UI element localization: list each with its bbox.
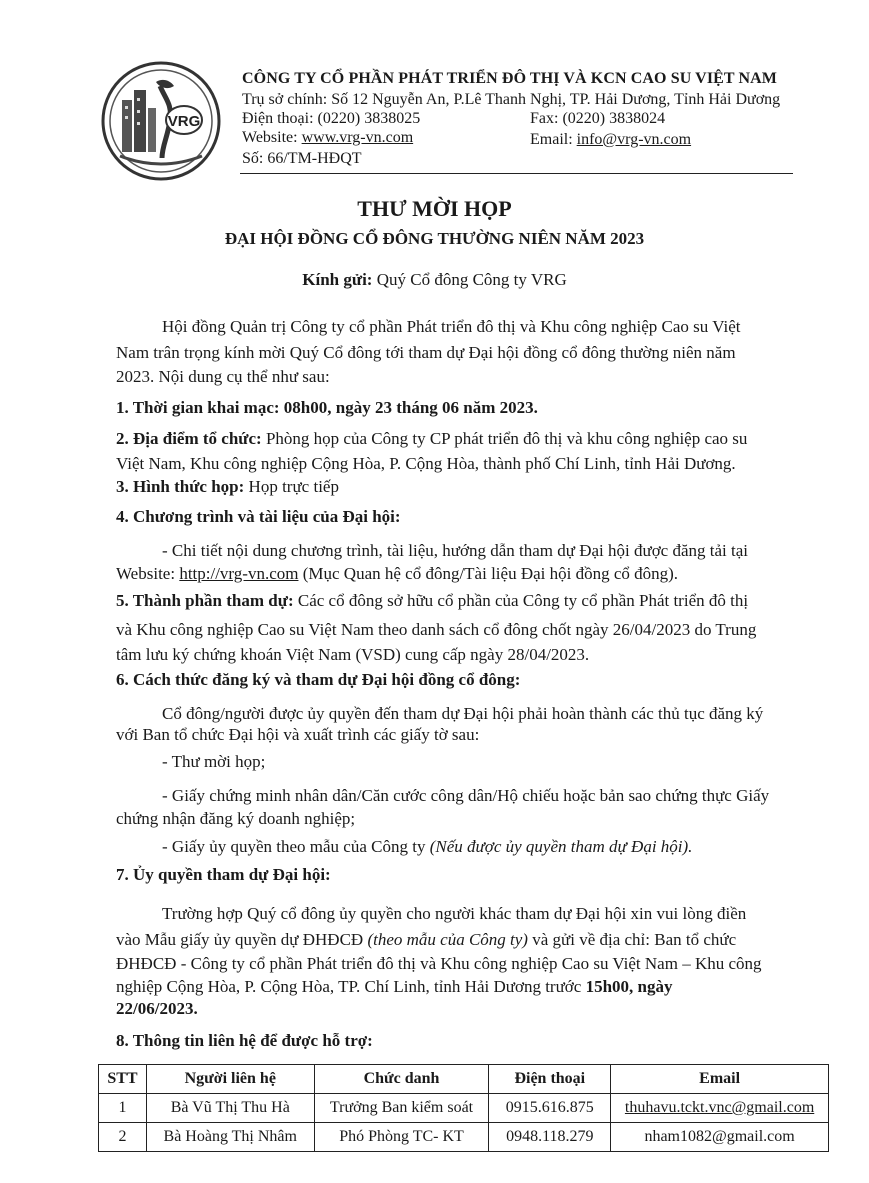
salutation-label: Kính gửi:: [302, 270, 373, 289]
intro-line-1: Hội đồng Quản trị Công ty cổ phần Phát triển đô thị và Khu công nghiệp Cao su Việt: [162, 317, 741, 336]
section-5-label: 5. Thành phần tham dự:: [116, 591, 294, 610]
cell-position: Trưởng Ban kiểm soát: [314, 1094, 489, 1123]
section-3-text: Họp trực tiếp: [244, 477, 339, 496]
cell-email[interactable]: nham1082@gmail.com: [611, 1123, 829, 1152]
section-6-item-2b: chứng nhận đăng ký doanh nghiệp;: [116, 809, 356, 828]
section-6-item-1: - Thư mời họp;: [162, 752, 266, 771]
section-7-line-4: [116, 976, 673, 998]
section-3-label: 3. Hình thức họp:: [116, 477, 245, 496]
section-2-label: 2. Địa điểm tổ chức:: [116, 429, 262, 448]
section-4-website-suffix: (Mục Quan hệ cổ đông/Tài liệu Đại hội đồng cổ đông).: [298, 564, 679, 583]
logo-text: VRG: [167, 113, 201, 130]
section-7-line-4a: nghiệp Cộng Hòa, P. Cộng Hòa, TP. Chí Linh, tỉnh Hải Dương trước: [116, 977, 586, 996]
section-4-line-1: - Chi tiết nội dung chương trình, tài liệu, hướng dẫn tham dự Đại hội được đăng tải tại: [162, 541, 749, 560]
company-fax: Fax: (0220) 3838024: [530, 110, 666, 127]
cell-phone: 0948.118.279: [489, 1123, 611, 1152]
cell-email[interactable]: thuhavu.tckt.vnc@gmail.com: [611, 1094, 829, 1123]
section-7-line-2: [116, 929, 736, 951]
table-header-row: [99, 1065, 829, 1094]
section-2-line-1: [116, 428, 747, 450]
section-4-website-link[interactable]: http://vrg-vn.com: [179, 564, 299, 583]
cell-phone: 0915.616.875: [489, 1094, 611, 1123]
cell-position: Phó Phòng TC- KT: [314, 1123, 489, 1152]
column-header-phone: Điện thoại: [489, 1065, 611, 1094]
page-subtitle: ĐẠI HỘI ĐỒNG CỔ ĐÔNG THƯỜNG NIÊN NĂM 2023: [224, 229, 645, 248]
section-7-deadline-date: 22/06/2023.: [116, 999, 198, 1018]
section-5-line-2: và Khu công nghiệp Cao su Việt Nam theo danh sách cổ đông chốt ngày 26/04/2023 do Trung: [116, 620, 757, 639]
contacts-table: [98, 1064, 829, 1152]
cell-stt: 1: [99, 1094, 147, 1123]
email-label: Email:: [530, 131, 577, 148]
section-6-heading: 6. Cách thức đăng ký và tham dự Đại hội đồng cổ đông:: [116, 670, 521, 689]
table-row: [99, 1123, 829, 1152]
section-6-item-3: [162, 836, 692, 858]
cell-stt: 2: [99, 1123, 147, 1152]
company-email-row: [530, 131, 691, 149]
website-label: Website:: [242, 129, 302, 146]
email-link[interactable]: info@vrg-vn.com: [576, 131, 692, 148]
cell-contact-name: Bà Hoàng Thị Nhâm: [146, 1123, 314, 1152]
header-divider: [240, 173, 793, 174]
salutation-text: Quý Cổ đông Công ty VRG: [372, 270, 567, 289]
salutation: [0, 270, 869, 290]
section-5-line-1: [116, 590, 748, 612]
company-website-row: [242, 129, 413, 147]
section-7-heading: 7. Ủy quyền tham dự Đại hội:: [116, 865, 331, 884]
section-7-line-1: Trường hợp Quý cổ đông ủy quyền cho người khác tham dự Đại hội xin vui lòng điền: [162, 904, 747, 923]
section-3-line: [116, 476, 339, 498]
company-phone: Điện thoại: (0220) 3838025: [242, 110, 421, 127]
document-number: Số: 66/TM-HĐQT: [242, 150, 362, 167]
section-2-line-2: Việt Nam, Khu công nghiệp Cộng Hòa, P. Cộng Hòa, thành phố Chí Linh, tỉnh Hải Dương.: [116, 454, 736, 473]
intro-line-3: 2023. Nội dung cụ thể như sau:: [116, 367, 330, 386]
section-8-heading: 8. Thông tin liên hệ để được hỗ trợ:: [116, 1031, 373, 1050]
column-header-stt: STT: [99, 1065, 147, 1094]
company-name: CÔNG TY CỔ PHẦN PHÁT TRIỂN ĐÔ THỊ VÀ KCN CAO SU VIỆT NAM: [242, 70, 778, 87]
section-6-line-2: với Ban tổ chức Đại hội và xuất trình các giấy tờ sau:: [116, 725, 480, 744]
section-7-line-2a: vào Mẫu giấy ủy quyền dự ĐHĐCĐ: [116, 930, 368, 949]
section-7-line-3: ĐHĐCĐ - Công ty cổ phần Phát triển đô thị và Khu công nghiệp Cao su Việt Nam – Khu công: [116, 954, 762, 973]
website-link[interactable]: www.vrg-vn.com: [301, 129, 414, 146]
section-6-line-1: Cổ đông/người được ủy quyền đến tham dự Đại hội phải hoàn thành các thủ tục đăng ký: [162, 704, 764, 723]
section-6-item-3-text: - Giấy ủy quyền theo mẫu của Công ty: [162, 837, 430, 856]
section-4-line-2: [116, 563, 678, 585]
column-header-email: Email: [611, 1065, 829, 1094]
section-6-item-3-note: (Nếu được ủy quyền tham dự Đại hội).: [429, 837, 693, 856]
company-logo: [100, 60, 222, 182]
intro-line-2: Nam trân trọng kính mời Quý Cổ đông tới tham dự Đại hội đồng cổ đông thường niên năm: [116, 343, 736, 362]
cell-contact-name: Bà Vũ Thị Thu Hà: [146, 1094, 314, 1123]
section-5-text: Các cổ đông sở hữu cổ phần của Công ty cổ phần Phát triển đô thị: [293, 591, 749, 610]
section-6-item-2a: - Giấy chứng minh nhân dân/Căn cước công dân/Hộ chiếu hoặc bản sao chứng thực Giấy: [162, 786, 770, 805]
section-2-text: Phòng họp của Công ty CP phát triển đô thị và khu công nghiệp cao su: [261, 429, 748, 448]
section-4-website-label: Website:: [116, 564, 180, 583]
page-title: THƯ MỜI HỌP: [357, 196, 512, 221]
section-4-heading: 4. Chương trình và tài liệu của Đại hội:: [116, 507, 401, 526]
section-1-heading: 1. Thời gian khai mạc: 08h00, ngày 23 tháng 06 năm 2023.: [116, 398, 538, 417]
section-7-deadline: 15h00, ngày: [585, 977, 673, 996]
section-7-line-2b: và gửi về địa chỉ: Ban tổ chức: [527, 930, 737, 949]
column-header-contact: Người liên hệ: [146, 1065, 314, 1094]
column-header-title: Chức danh: [314, 1065, 489, 1094]
section-7-line-2-note: (theo mẫu của Công ty): [367, 930, 528, 949]
table-row: [99, 1094, 829, 1123]
company-address: Trụ sở chính: Số 12 Nguyễn An, P.Lê Thanh Nghị, TP. Hải Dương, Tỉnh Hải Dương: [242, 91, 781, 108]
section-5-line-3: tâm lưu ký chứng khoán Việt Nam (VSD) cung cấp ngày 28/04/2023.: [116, 645, 590, 664]
